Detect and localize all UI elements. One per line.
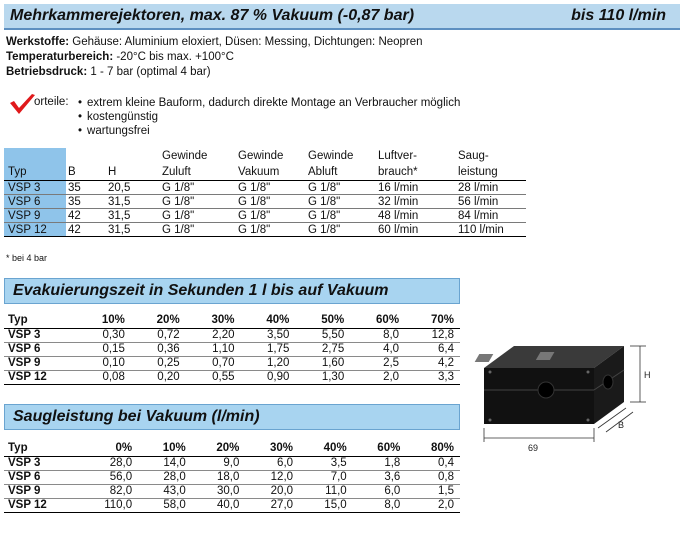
header-bar [4, 4, 680, 30]
list-item: • kostengünstig [78, 110, 460, 124]
page-title: Mehrkammerejektoren, max. 87 % Vakuum (-0,87 bar) [10, 7, 415, 24]
table-row: VSP 9 0,10 0,25 0,70 1,20 1,60 2,5 4,2 [4, 356, 460, 370]
dim-length: 69 [528, 443, 539, 453]
table-row: VSP 12 110,0 58,0 40,0 27,0 15,0 8,0 2,0 [4, 498, 460, 512]
saug-table [4, 440, 460, 513]
list-item: • wartungsfrei [78, 124, 460, 138]
dim-height: H [644, 370, 651, 380]
table-row: VSP 6 35 31,5 G 1/8" G 1/8" G 1/8" 32 l/min 56 l/min [4, 194, 526, 208]
table-row: VSP 3 35 20,5 G 1/8" G 1/8" G 1/8" 16 l/min 28 l/min [4, 180, 526, 194]
vorteile-block [6, 92, 566, 142]
product-image [468, 332, 678, 482]
table-row: VSP 3 28,0 14,0 9,0 6,0 3,5 1,8 0,4 [4, 456, 460, 470]
table-row: VSP 12 42 31,5 G 1/8" G 1/8" G 1/8" 60 l/min 110 l/min [4, 222, 526, 236]
dim-width: B [618, 420, 625, 430]
spec-betriebsdruck: Betriebsdruck: 1 - 7 bar (optimal 4 bar) [6, 66, 211, 78]
ejector-illustration [468, 332, 678, 482]
table-header-row: Typ 10% 20% 30% 40% 50% 60% 70% [4, 312, 460, 328]
table-header-row: Gewinde Gewinde Gewinde Luftver- Saug- [4, 148, 526, 164]
vorteile-label: orteile: [34, 96, 69, 108]
spec-temperatur: Temperaturbereich: -20°C bis max. +100°C [6, 51, 234, 63]
spec-werkstoffe: Werkstoffe: Gehäuse: Aluminium eloxiert, Düsen: Messing, Dichtungen: Neopren [6, 36, 423, 48]
table-row: VSP 9 82,0 43,0 30,0 20,0 11,0 6,0 1,5 [4, 484, 460, 498]
table-row: VSP 6 56,0 28,0 18,0 12,0 7,0 3,6 0,8 [4, 470, 460, 484]
checkmark-icon [8, 92, 36, 116]
footnote: * bei 4 bar [6, 253, 48, 263]
section-heading-evakuierung: Evakuierungszeit in Sekunden 1 l bis auf Vakuum [4, 278, 460, 304]
table-row: VSP 9 42 31,5 G 1/8" G 1/8" G 1/8" 48 l/min 84 l/min [4, 208, 526, 222]
table-row: VSP 12 0,08 0,20 0,55 0,90 1,30 2,0 3,3 [4, 370, 460, 384]
table-header-row: Typ B H Zuluft Vakuum Abluft brauch* leistung [4, 164, 526, 180]
table-row: VSP 6 0,15 0,36 1,10 1,75 2,75 4,0 6,4 [4, 342, 460, 356]
evak-table [4, 312, 460, 385]
list-item: • extrem kleine Bauform, dadurch direkte Montage an Verbraucher möglich [78, 96, 460, 110]
table-header-row: Typ 0% 10% 20% 30% 40% 60% 80% [4, 440, 460, 456]
flow-range: bis 110 l/min [571, 7, 666, 24]
section-heading-saugleistung: Saugleistung bei Vakuum (l/min) [4, 404, 460, 430]
vorteile-list [78, 96, 460, 138]
spec-table [4, 148, 526, 237]
table-row: VSP 3 0,30 0,72 2,20 3,50 5,50 8,0 12,8 [4, 328, 460, 342]
